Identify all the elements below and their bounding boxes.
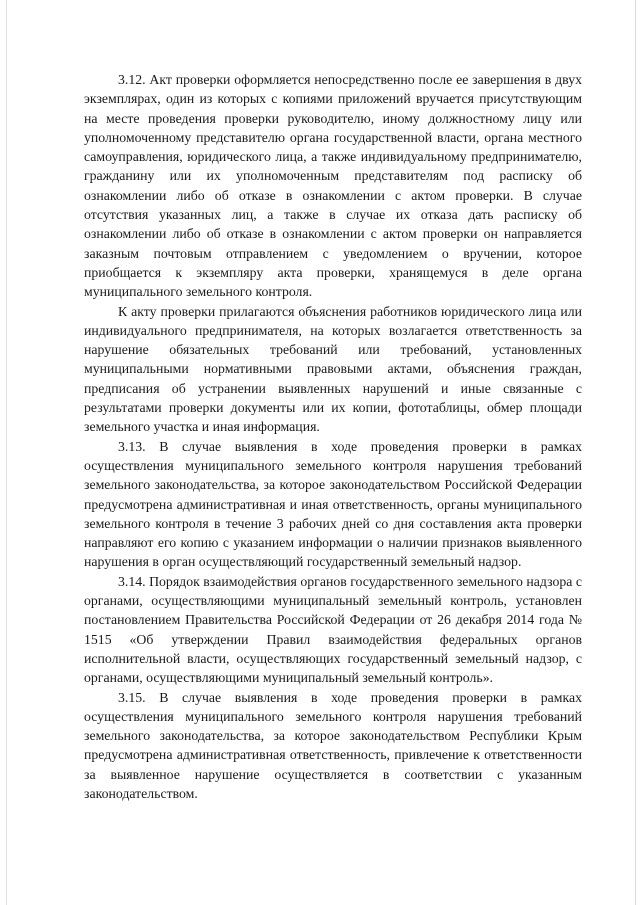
paragraph-3-13: 3.13. В случае выявления в ходе проведения проверки в рамках осуществления муниципального земельного контроля нарушения требований земельного законодательства, за которое законодательством Российской Федерации предусмотрена административная и иная ответственность, органы муниципального земельного контроля в течение 3 рабочих дней со дня составления акта проверки направляют его копию с указанием информации о наличии признаков выявленного нарушения в орган осуществляющий государственный земельный надзор. [84, 438, 582, 570]
scan-edge-right [635, 0, 636, 905]
scan-edge-left [6, 0, 7, 905]
paragraph-3-12-attachments: К акту проверки прилагаются объяснения работников юридического лица или индивидуального предпринимателя, на которых возлагается ответственность за нарушение обязательных требований или требований, установленных муниципальными нормативными правовыми актами, объяснения граждан, предписания об устранении выявленных нарушений и иные связанные с результатами проверки документы или их копии, фототаблицы, обмер площади земельного участка и иная информация. [84, 303, 582, 435]
paragraph-3-14: 3.14. Порядок взаимодействия органов государственного земельного надзора с органами, осуществляющими муниципальный земельный контроль, установлен постановлением Правительства Российской Федерации от 26 декабря 2014 года № 1515 «Об утверждении Правил взаимодействия федеральных органов исполнительной власти, осуществляющих государственный земельный надзор, с органами, осуществляющими муниципальный земельный контроль». [84, 573, 582, 686]
paragraph-3-12: 3.12. Акт проверки оформляется непосредственно после ее завершения в двух экземплярах, один из которых с копиями приложений вручается присутствующим на месте проведения проверки руководителю, иному должностному лицу или уполномоченному представителю органа государственной власти, органа местного самоуправления, юридического лица, а также индивидуальному предпринимателю, гражданину или их уполномоченным представителям под расписку об ознакомлении либо об отказе в ознакомлении с актом проверки. В случае отсутствия указанных лиц, а также в случае их отказа дать расписку об ознакомлении либо об отказе в ознакомлении с актом проверки он направляется заказным почтовым отправлением с уведомлением о вручении, которое приобщается к экземпляру акта проверки, хранящемуся в деле органа муниципального земельного контроля. [84, 72, 582, 300]
document-body [84, 70, 582, 803]
paragraph-3-15: 3.15. В случае выявления в ходе проведения проверки в рамках осуществления муниципального земельного контроля нарушения требований земельного законодательства, за которое законодательством Республики Крым предусмотрена административная ответственность, привлечение к ответственности за выявленное нарушение осуществляется в соответствии с указанным законодательством. [84, 689, 582, 801]
